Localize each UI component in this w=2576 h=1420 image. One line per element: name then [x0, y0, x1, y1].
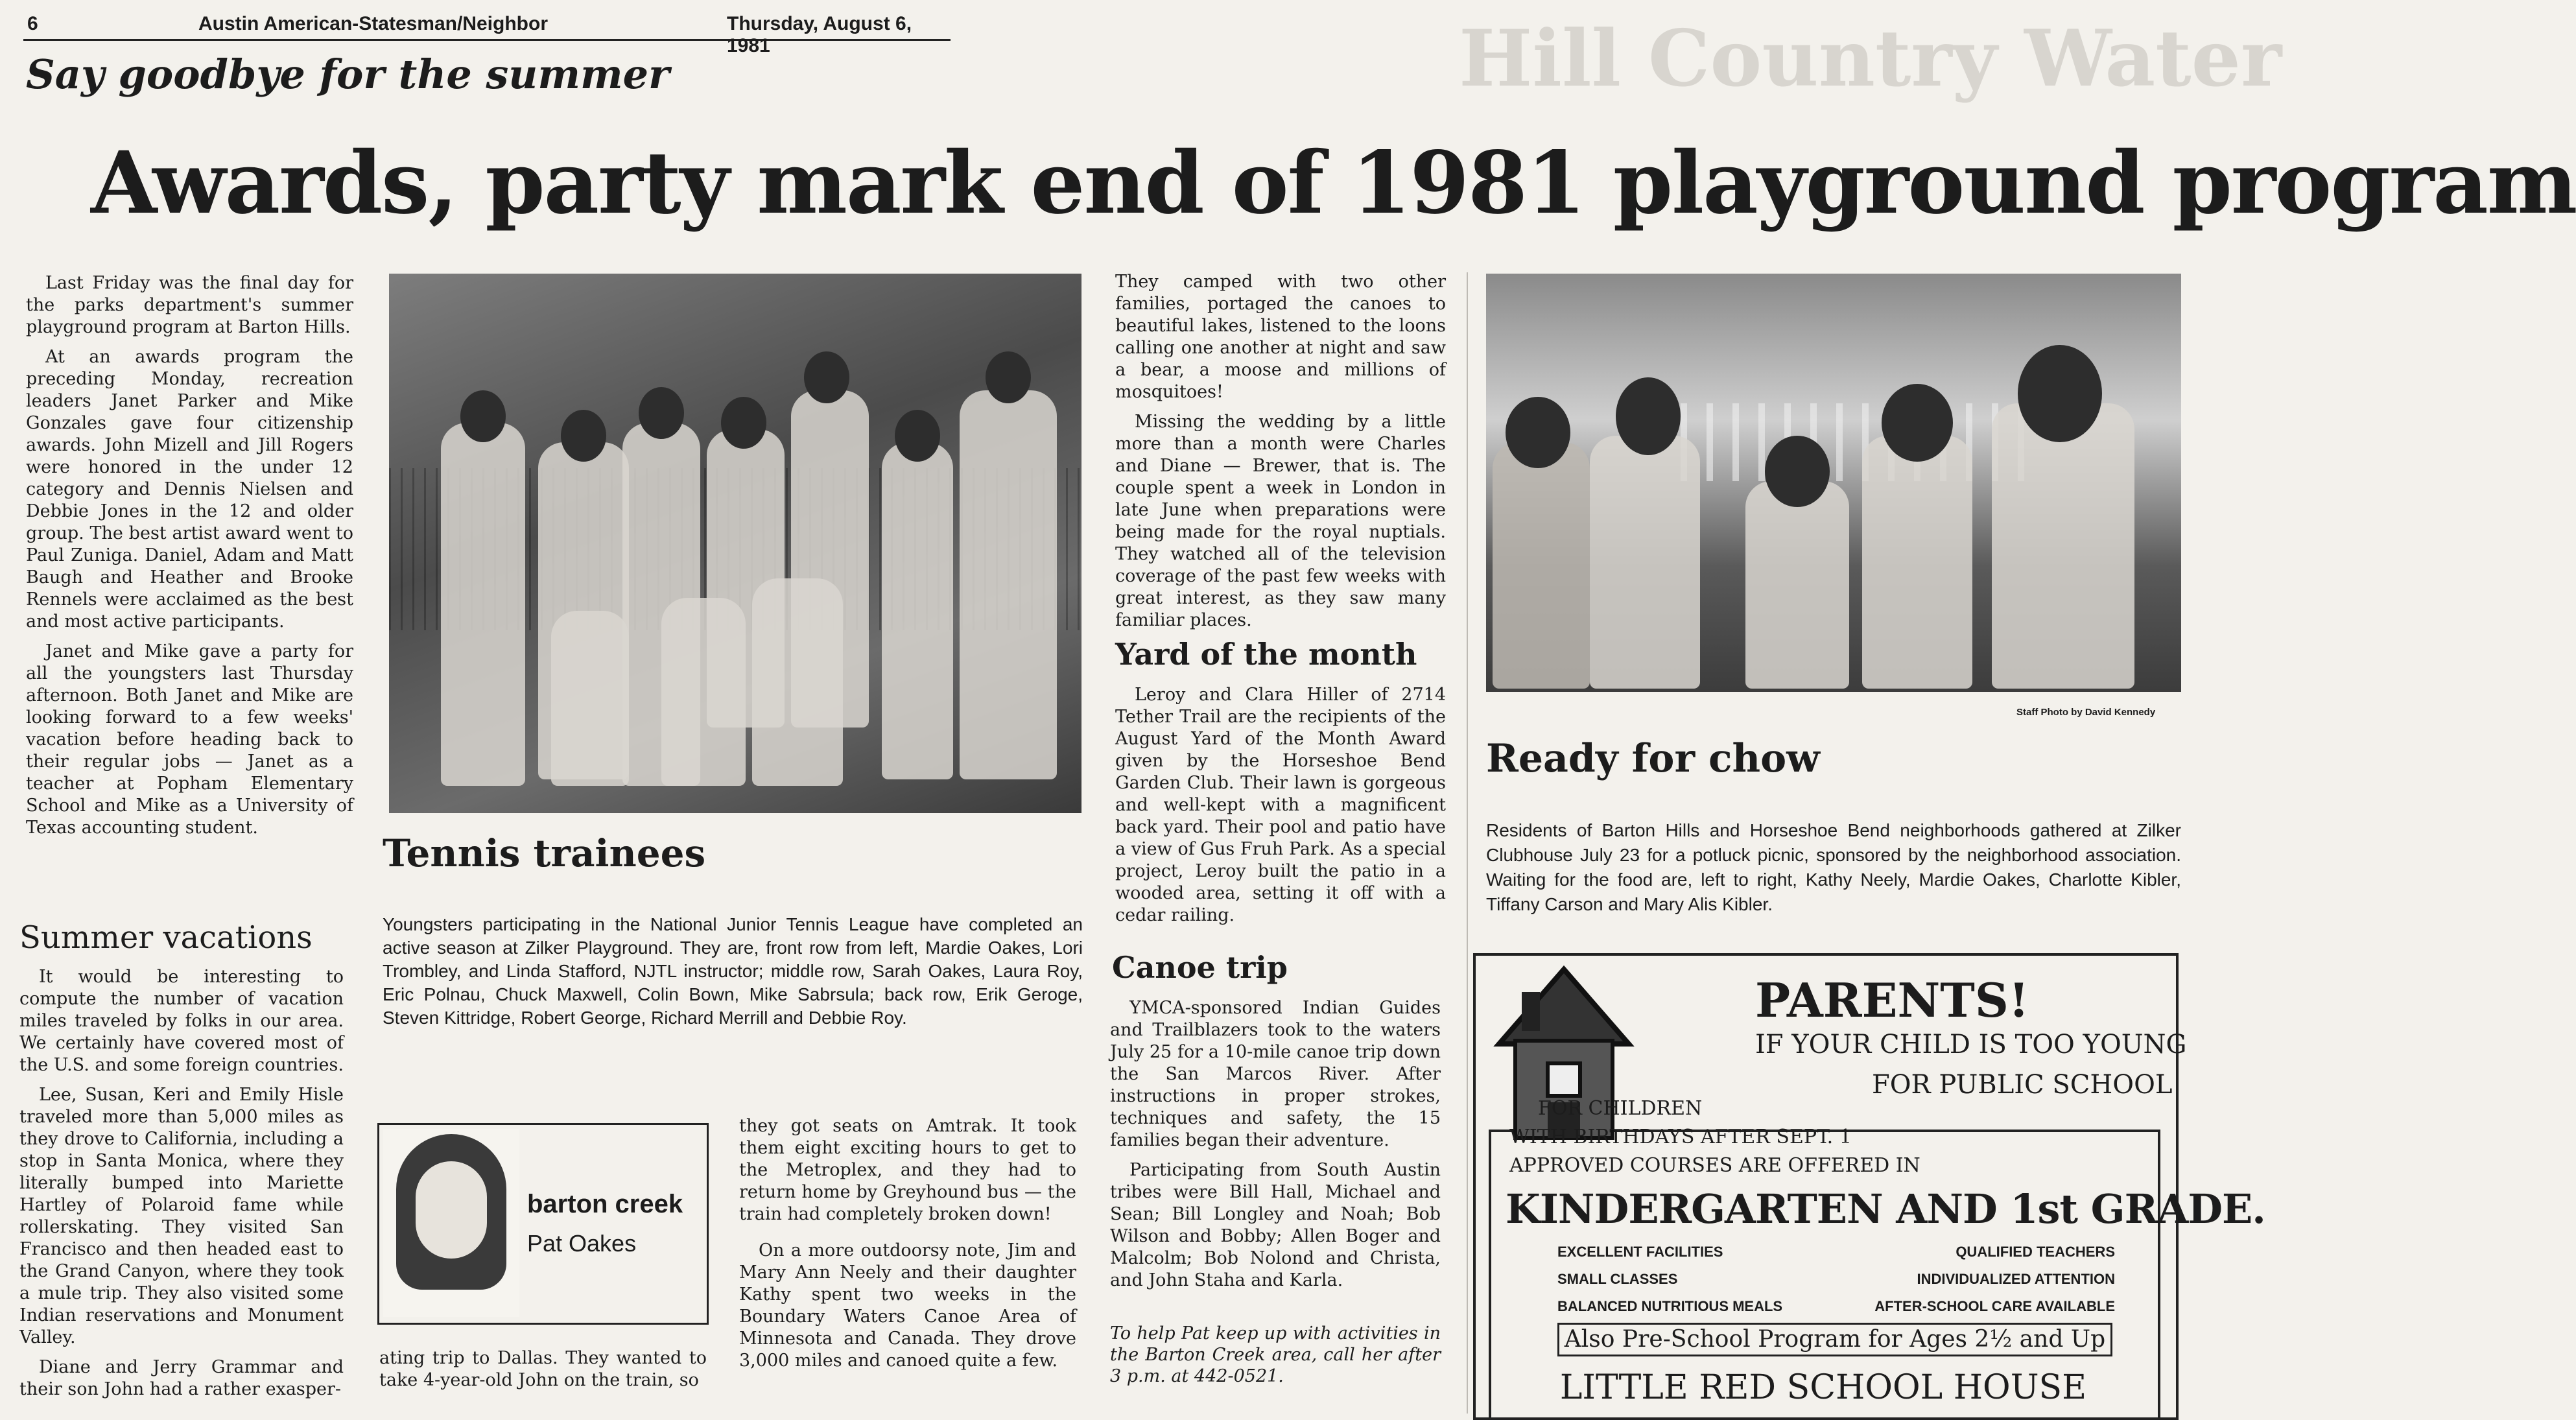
paragraph: Missing the wedding by a little more than a month were Charles and Diane — Brewer, that is. The couple spent a week in London in late June when preparations were being made for the royal nuptials. They watched all of the television coverage of the past few weeks with great interest, as they saw many familiar places. [1115, 412, 1446, 630]
figure-head [1506, 397, 1570, 468]
canoe-heading: Canoe trip [1112, 950, 1288, 985]
figure-head [1765, 436, 1830, 507]
ad-subtitle-2: FOR PUBLIC SCHOOL [1872, 1070, 2173, 1100]
figure-head [895, 410, 940, 462]
feature-right: AFTER-SCHOOL CARE AVAILABLE [1874, 1298, 2115, 1314]
feature-right: QUALIFIED TEACHERS [1956, 1244, 2115, 1260]
issue-date: Thursday, August 6, 1981 [727, 13, 912, 56]
columnist-photo [383, 1129, 519, 1317]
figure-head [1616, 377, 1681, 455]
figure-head [1882, 384, 1953, 462]
figure [752, 578, 843, 786]
yard-heading: Yard of the month [1115, 637, 1417, 672]
section-heading-summer: Summer vacations [19, 919, 313, 956]
paragraph: It would be interesting to compute the number of vacation miles traveled by folks in our area. We certainly have covered most of the U.S. and some foreign countries. [19, 967, 344, 1075]
columnist-name: Pat Oakes [527, 1230, 637, 1257]
column-name: barton creek [527, 1190, 683, 1218]
feature-row [1557, 1271, 2115, 1288]
chow-heading: Ready for chow [1486, 736, 1820, 781]
chow-caption: Residents of Barton Hills and Horseshoe Bend neighborhoods gathered at Zilker Clubhouse July 23 for a potluck picnic, sponsored by the neighborhood association. Waiting for the food are, left to right, Kathy Neely, Mardie Oakes, Charlotte Kibler, Tiffany Carson and Mary Alis Kibler. [1486, 820, 2181, 914]
figure-head [460, 390, 506, 442]
tennis-photo [389, 274, 1081, 813]
feature-left: SMALL CLASSES [1557, 1271, 1678, 1287]
paragraph: On a more outdoorsy note, Jim and Mary Ann Neely and their daughter Kathy spent two weeks in the Boundary Waters Canoe Area of Minnesota and Canada. They drove 3,000 miles and canoed quite a few. [739, 1240, 1076, 1371]
ad-subtitle-1: IF YOUR CHILD IS TOO YOUNG [1755, 1030, 2187, 1059]
figure [1745, 481, 1849, 689]
paragraph: they got seats on Amtrak. It took them eight exciting hours to get to the Metroplex, and they had to return home by Greyhound bus — the train had completely broken down! [739, 1116, 1076, 1224]
paper-name: Austin American-Statesman/Neighbor [198, 13, 548, 34]
figure-head [2018, 345, 2102, 442]
figure [1862, 436, 1972, 689]
story-column-2-bottom [379, 1347, 707, 1399]
ad-for-3: APPROVED COURSES ARE OFFERED IN [1509, 1154, 1920, 1177]
headline: Awards, party mark end of 1981 playground program [91, 133, 2576, 233]
story-column-1 [26, 272, 353, 847]
ad-for-2: WITH BIRTHDAYS AFTER SEPT. 1 [1509, 1126, 1852, 1148]
bleed-through-headline: Hill Country Water [1459, 13, 2282, 104]
figure-head [721, 397, 766, 449]
figure [882, 442, 953, 779]
figure-head [639, 387, 684, 439]
column-footnote: To help Pat keep up with activities in the Barton Creek area, call her after 3 p.m. at 442-0521. [1110, 1323, 1441, 1386]
feature-left: EXCELLENT FACILITIES [1557, 1244, 1723, 1260]
figure [1590, 436, 1700, 689]
page-number: 6 [27, 13, 38, 34]
columnist-face [416, 1161, 487, 1259]
canoe-story [1110, 997, 1441, 1299]
story-column-3-bottom [739, 1115, 1076, 1380]
ad-for-1: FOR CHILDREN [1538, 1097, 1703, 1120]
figure-head [804, 351, 849, 403]
story-column-4 [1115, 271, 1446, 639]
photo-credit: Staff Photo by David Kennedy [2016, 707, 2156, 718]
figure [1992, 403, 2134, 689]
paragraph: Participating from South Austin tribes were Bill Hall, Michael and Sean; Bill Longley and Noah; Bob Wilson and Bobby; Allen Boger and Malcolm; Bob Nolond and Christa, and John Staha and Karla. [1110, 1160, 1441, 1290]
figure [441, 423, 525, 786]
masthead [23, 8, 951, 56]
figure-head [986, 351, 1031, 403]
feature-left: BALANCED NUTRITIOUS MEALS [1557, 1298, 1783, 1314]
preschool-box: Also Pre-School Program for Ages 2½ and Up [1557, 1323, 2112, 1356]
paragraph: Lee, Susan, Keri and Emily Hisle traveled more than 5,000 miles as they drove to California, including a stop in Santa Monica, where they literally bumped into Mariette Hartley of Polaroid fame while rollerskating. They visited San Francisco and then headed east to the Grand Canyon, where they took a mule trip. They also visited some Indian reservations and Monument Valley. [19, 1085, 344, 1347]
paragraph: Leroy and Clara Hiller of 2714 Tether Trail are the recipients of the August Yard of the Month Award given by the Horseshoe Bend Garden Club. Their lawn is gorgeous and well-kept with a magnificent back yard. Their pool and patio have a view of Gus Fruh Park. As a special project, Leroy built the patio in a wooded area, setting it off with a cedar railing. [1115, 685, 1446, 925]
tennis-caption: Youngsters participating in the National Junior Tennis League have completed an active season at Zilker Playground. They are, front row from left, Mardie Oakes, Lori Trombley, and Linda Stafford, NJTL instructor; middle row, Sarah Oakes, Laura Roy, Eric Polnau, Chuck Maxwell, Colin Bown, Mike Sabrsula; back row, Erik Geroge, Steven Kittridge, Robert George, Richard Merrill and Debbie Roy. [383, 914, 1083, 1028]
paragraph: YMCA-sponsored Indian Guides and Trailblazers took to the waters July 25 for a 10-mile canoe trip down the San Marcos River. After instructions in proper strokes, techniques and safety, the 15 families began their adventure. [1110, 998, 1441, 1150]
figure [1493, 442, 1590, 689]
school-advertisement [1467, 953, 2265, 1419]
paragraph: Diane and Jerry Grammar and their son John had a rather exasper- [19, 1357, 344, 1399]
ad-title: PARENTS! [1755, 973, 2029, 1028]
figure [551, 611, 629, 786]
feature-right: INDIVIDUALIZED ATTENTION [1917, 1271, 2115, 1287]
school-name: LITTLE RED SCHOOL HOUSE [1559, 1368, 2087, 1407]
yard-story [1115, 684, 1446, 934]
feature-row [1557, 1244, 2115, 1260]
feature-row [1557, 1298, 2115, 1315]
kicker: Say goodbye for the summer [26, 51, 670, 98]
paragraph: At an awards program the preceding Monday, recreation leaders Janet Parker and Mike Gonzales gave four citizenship awards. John Mizell and Jill Rogers were honored in the under 12 category and Dennis Nielsen and Debbie Jones in the 12 and older group. The best artist award went to Paul Zuniga. Daniel, Adam and Matt Baugh and Heather and Brooke Rennels were acclaimed as the best and most active participants. [26, 347, 353, 632]
figure [960, 390, 1057, 779]
ad-big-line: KINDERGARTEN AND 1st GRADE. [1506, 1185, 2265, 1233]
figure [661, 598, 746, 786]
columnist-box [377, 1123, 709, 1325]
tennis-heading: Tennis trainees [383, 831, 706, 875]
paragraph: Janet and Mike gave a party for all the youngsters last Thursday afternoon. Both Janet and Mike are looking forward to a few weeks' vacation before heading back to their regular jobs — Janet as a teacher at Popham Elementary School and Mike as a University of Texas accounting student. [26, 641, 353, 838]
paragraph: ating trip to Dallas. They wanted to take 4-year-old John on the train, so [379, 1348, 707, 1390]
paragraph: Last Friday was the final day for the parks department's summer playground program at Barton Hills. [26, 273, 353, 337]
paragraph: They camped with two other families, portaged the canoes to beautiful lakes, listened to the loons calling one another at night and saw a bear, a moose and millions of mosquitoes! [1115, 272, 1446, 402]
figure-head [561, 410, 606, 462]
summer-column [19, 966, 344, 1408]
chow-photo [1486, 274, 2181, 692]
